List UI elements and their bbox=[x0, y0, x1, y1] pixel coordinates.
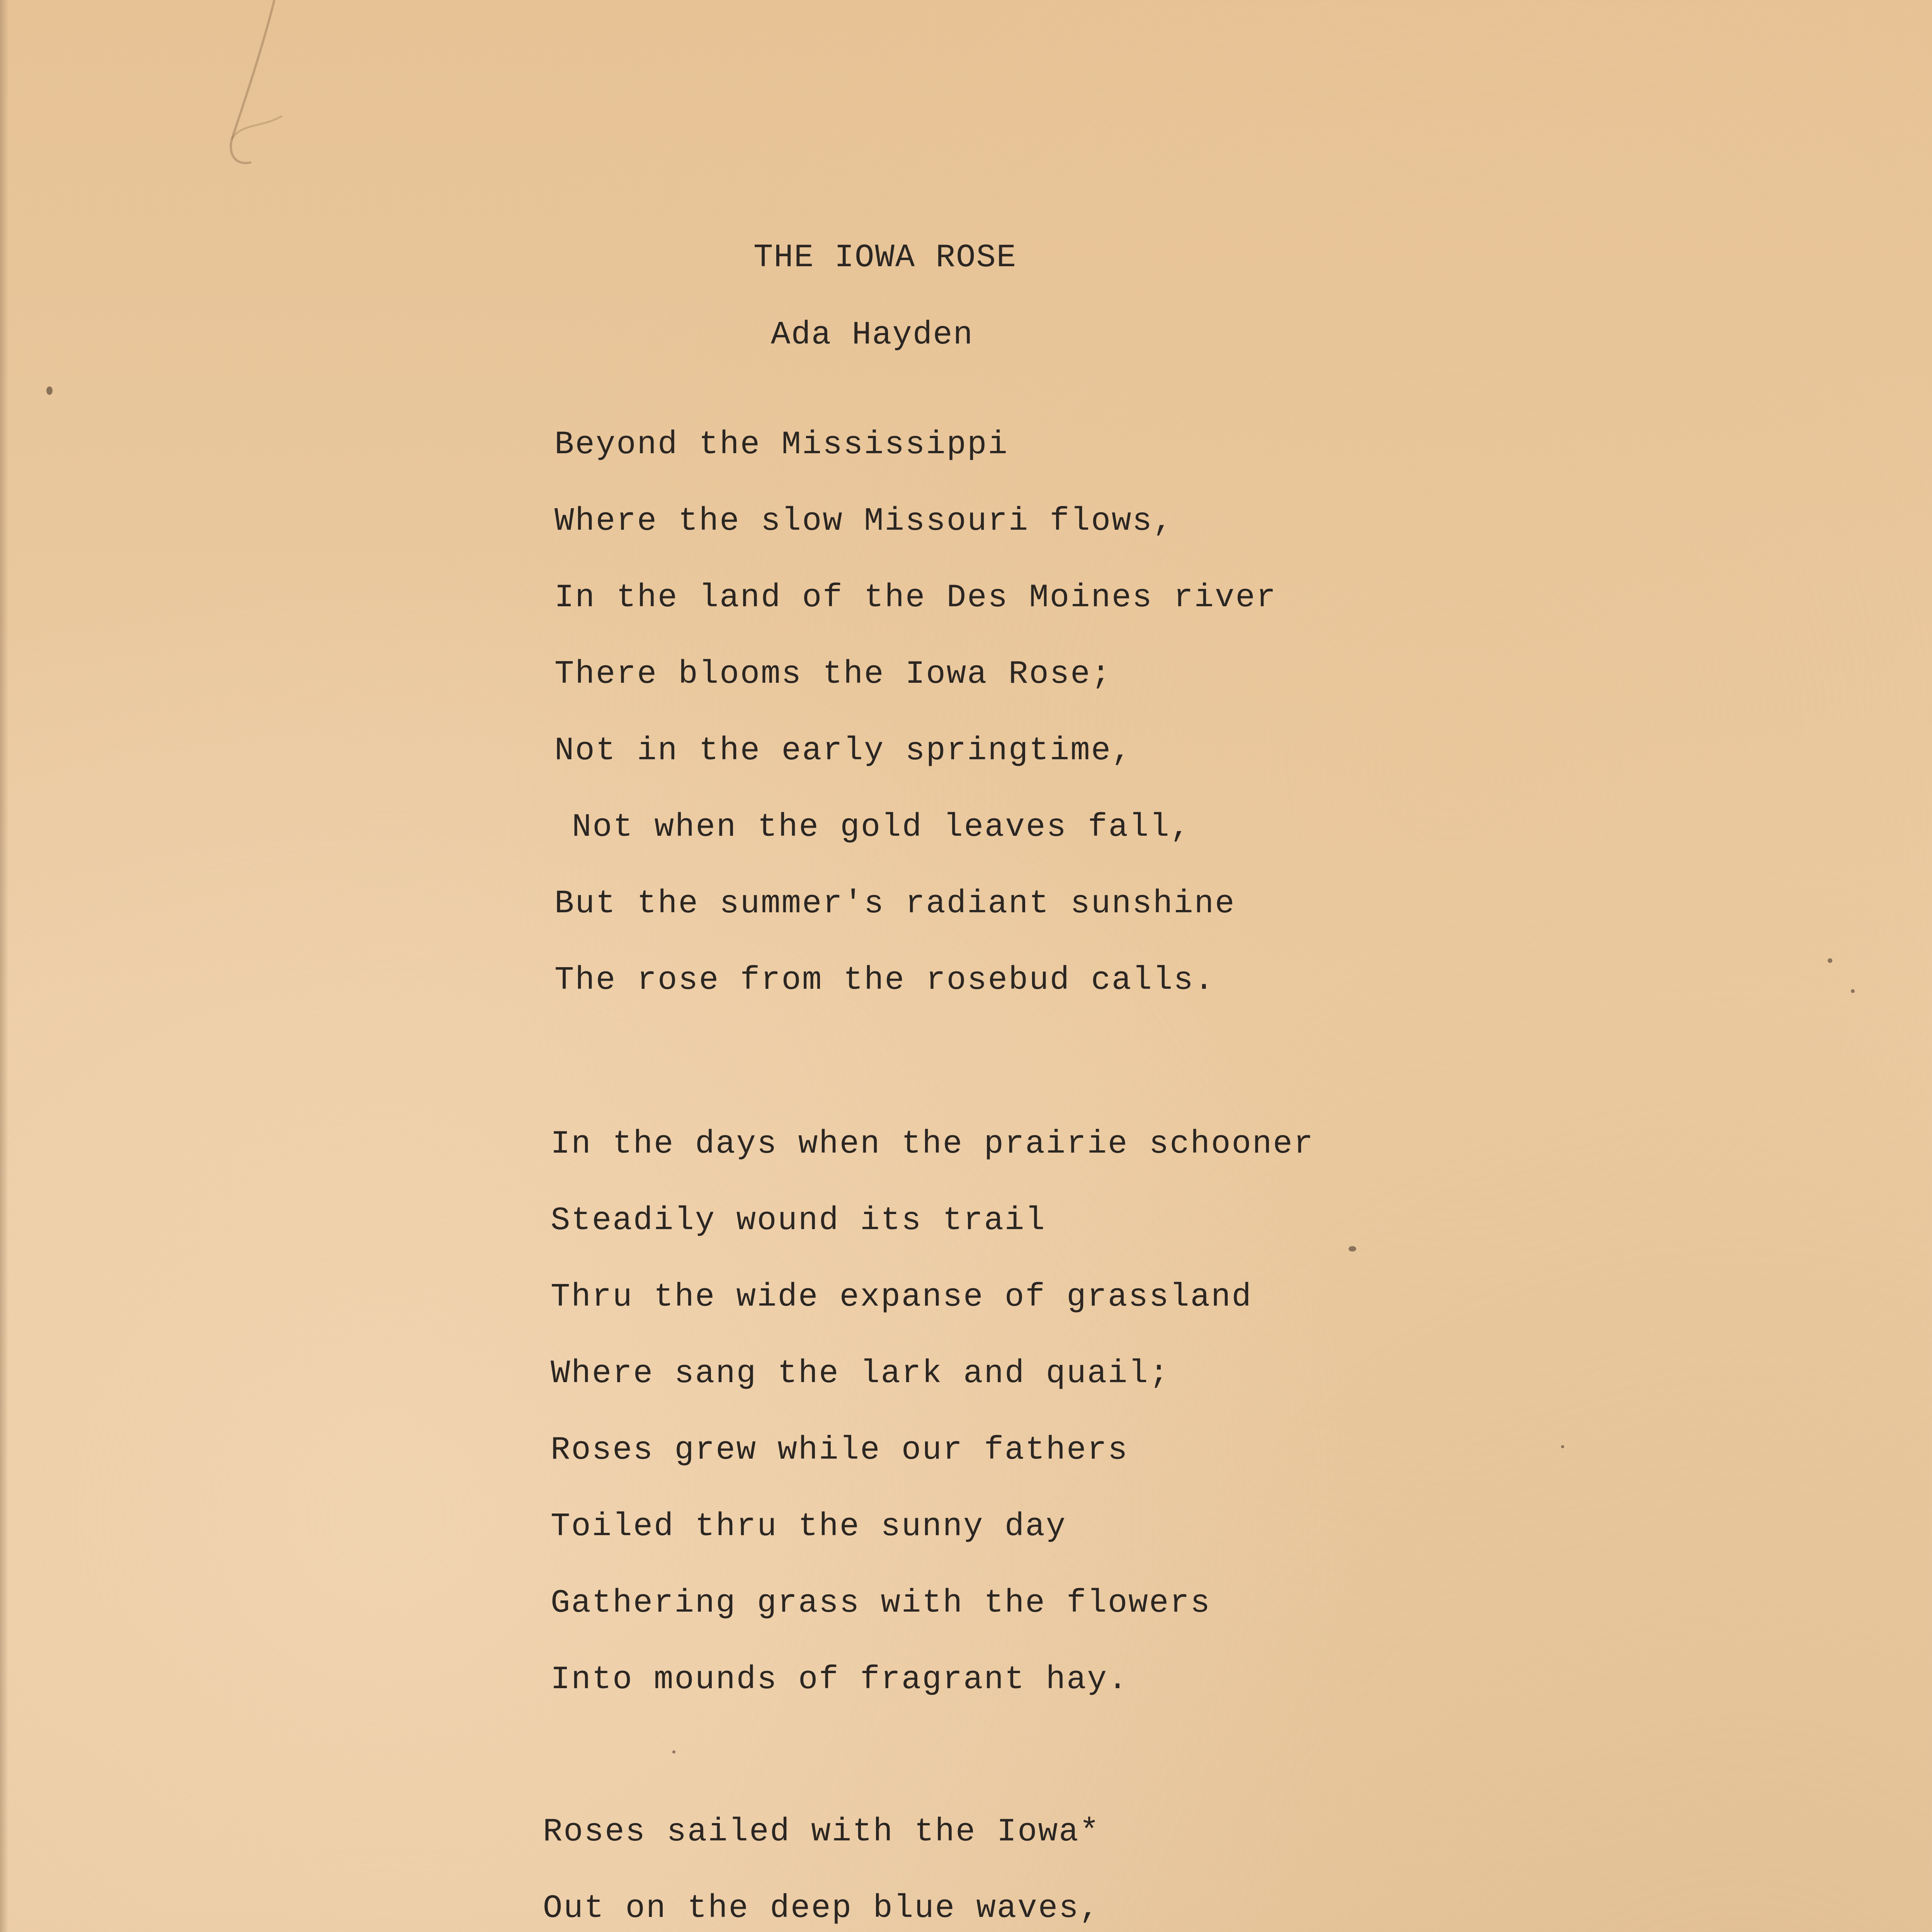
poem-line: Not in the early springtime, bbox=[554, 733, 1133, 769]
paper-speck bbox=[46, 386, 53, 395]
poem-line: Out on the deep blue waves, bbox=[543, 1890, 1100, 1927]
poem-line: Steadily wound its trail bbox=[551, 1202, 1046, 1239]
poem-line: Where sang the lark and quail; bbox=[551, 1355, 1170, 1392]
poem-title: THE IOWA ROSE bbox=[753, 240, 1017, 276]
stanza-2 bbox=[551, 1128, 1314, 1740]
paper-edge bbox=[0, 0, 9, 1932]
poem-line: Roses sailed with the Iowa* bbox=[543, 1814, 1100, 1850]
poem-line: In the land of the Des Moines river bbox=[554, 580, 1277, 616]
poem-line: Where the slow Missouri flows, bbox=[554, 503, 1174, 540]
poem-line: Gathering grass with the flowers bbox=[551, 1585, 1211, 1622]
poem-line: But the summer's radiant sunshine bbox=[554, 886, 1236, 922]
paper-crease-mark bbox=[216, 0, 317, 201]
poem-line: The rose from the rosebud calls. bbox=[554, 962, 1215, 999]
paper-speck bbox=[672, 1750, 675, 1753]
poem-line: Not when the gold leaves fall, bbox=[572, 809, 1191, 846]
paper-speck bbox=[1828, 958, 1832, 963]
paper-speck bbox=[1349, 1246, 1356, 1252]
paper-speck bbox=[1851, 989, 1855, 993]
poem-line: There blooms the Iowa Rose; bbox=[554, 656, 1112, 693]
poem-line: Toiled thru the sunny day bbox=[551, 1509, 1067, 1545]
poem-line: Beyond the Mississippi bbox=[554, 427, 1009, 463]
stanza-1 bbox=[554, 429, 1277, 1041]
poem-line: In the days when the prairie schooner bbox=[551, 1126, 1315, 1163]
poem-author: Ada Hayden bbox=[771, 317, 974, 354]
stanza-3 bbox=[543, 1816, 1265, 1932]
poem-line: Thru the wide expanse of grassland bbox=[551, 1279, 1252, 1316]
poem-line: Into mounds of fragrant hay. bbox=[551, 1662, 1129, 1698]
paper-speck bbox=[1561, 1445, 1564, 1448]
poem-line: Roses grew while our fathers bbox=[551, 1432, 1129, 1469]
